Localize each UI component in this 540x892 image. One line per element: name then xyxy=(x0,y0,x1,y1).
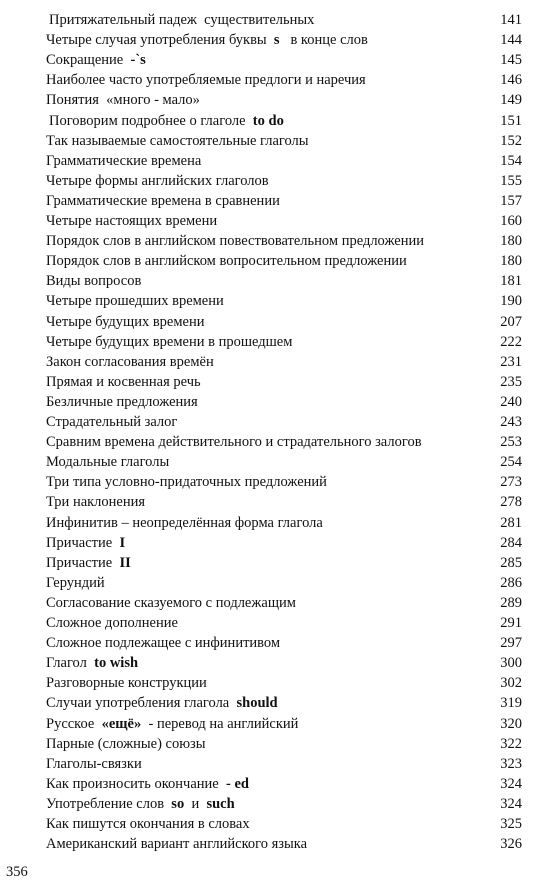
toc-entry xyxy=(0,312,540,332)
toc-entry-text: Притяжательный падеж существительных xyxy=(49,12,315,28)
toc-entry-title xyxy=(46,673,207,693)
toc-entry-title xyxy=(46,814,250,834)
toc-entry-text: Грамматические времена в сравнении xyxy=(46,192,280,209)
toc-entry-page: 145 xyxy=(500,52,522,69)
toc-entry-text: Сложное дополнение xyxy=(46,615,178,631)
toc-entry-title xyxy=(46,533,125,553)
toc-entry-page: 289 xyxy=(500,594,522,611)
toc-entry xyxy=(0,754,540,774)
toc-entry xyxy=(0,231,540,251)
toc-entry-title xyxy=(46,171,269,191)
toc-entry-title xyxy=(46,332,292,352)
toc-entry xyxy=(0,111,540,131)
toc-entry-page: 322 xyxy=(500,735,522,752)
toc-entry xyxy=(0,50,540,70)
toc-entry-term: «ещё» xyxy=(101,715,142,732)
toc-entry-title xyxy=(46,432,422,452)
toc-entry-text: Глаголы-связки xyxy=(46,755,142,772)
toc-entry xyxy=(0,553,540,573)
toc-entry-page: 286 xyxy=(500,574,522,591)
toc-entry-text: Как произносить окончание xyxy=(46,775,226,792)
toc-entry xyxy=(0,151,540,171)
toc-entry xyxy=(0,90,540,110)
toc-entry-title xyxy=(46,372,201,392)
toc-entry-title xyxy=(46,734,206,754)
page-number: 356 xyxy=(6,864,28,880)
toc-entry-text: Понятия «много - мало» xyxy=(46,92,200,109)
toc-entry-title xyxy=(46,754,142,774)
toc-entry-page: 180 xyxy=(500,253,522,270)
toc-entry-term: so xyxy=(171,795,185,812)
toc-entry-text: Разговорные конструкции xyxy=(46,675,207,692)
toc-entry-title xyxy=(49,111,284,131)
toc-entry xyxy=(0,533,540,553)
toc-entry-page: 144 xyxy=(500,32,522,49)
toc-entry-page: 278 xyxy=(500,494,522,511)
toc-entry xyxy=(0,332,540,352)
toc-entry xyxy=(0,412,540,432)
toc-entry xyxy=(0,734,540,754)
toc-entry-term: II xyxy=(119,554,131,571)
toc-entry xyxy=(0,432,540,452)
toc-entry-page: 254 xyxy=(500,454,522,471)
toc-entry-text: Герундий xyxy=(46,574,105,591)
toc-entry-title xyxy=(46,30,368,50)
toc-entry xyxy=(0,372,540,392)
toc-entry-text: Наиболее часто употребляемые предлоги и наречия xyxy=(46,72,366,89)
toc-entry-text: Виды вопросов xyxy=(46,273,142,290)
toc-entry-page: 155 xyxy=(500,172,522,189)
toc-entry-text: Как пишутся окончания в словах xyxy=(46,816,250,832)
toc-entry-text: Парные (сложные) союзы xyxy=(46,735,206,752)
toc-entry-title xyxy=(46,352,214,372)
toc-entry-page: 319 xyxy=(500,695,522,712)
toc-entry-page: 323 xyxy=(500,755,522,772)
toc-entry xyxy=(0,211,540,231)
toc-entry-title xyxy=(46,50,146,70)
toc-entry-page: 190 xyxy=(500,293,522,310)
toc-entry-text: Поговорим подробнее о глаголе xyxy=(49,112,253,129)
toc-entry-text: Случаи употребления глагола xyxy=(46,695,237,712)
toc-entry-term: such xyxy=(206,795,235,812)
toc-entry-text: Употребление слов xyxy=(46,795,172,812)
toc-entry xyxy=(0,673,540,693)
toc-entry-text: Так называемые самостоятельные глаголы xyxy=(46,132,309,149)
toc-entry-text: Американский вариант английского языка xyxy=(46,836,308,853)
toc-entry-page: 325 xyxy=(500,816,522,832)
toc-entry-text: Четыре будущих времени xyxy=(46,313,205,330)
toc-entry-text: Страдательный залог xyxy=(46,414,178,430)
toc-entry-page: 284 xyxy=(500,534,522,551)
toc-entry-text: Порядок слов в английском повествовательном предложении xyxy=(46,233,424,250)
toc-entry-page: 180 xyxy=(500,233,522,250)
toc-entry xyxy=(0,834,540,854)
toc-entry-page: 154 xyxy=(500,152,522,169)
toc-entry-title xyxy=(46,70,366,90)
toc-entry-title xyxy=(46,593,296,613)
toc-entry-title xyxy=(46,271,141,291)
toc-entry-text: Русское xyxy=(46,715,102,732)
toc-entry-text: Сокращение xyxy=(46,52,131,69)
toc-entry-title xyxy=(46,573,105,593)
toc-entry-page: 160 xyxy=(500,213,522,229)
toc-entry-page: 141 xyxy=(500,12,522,28)
toc-entry-title xyxy=(46,834,307,854)
toc-entry-page: 291 xyxy=(500,615,522,631)
toc-entry-text: Четыре будущих времени в прошедшем xyxy=(46,333,293,350)
toc-entry xyxy=(0,10,540,30)
toc-entry xyxy=(0,131,540,151)
toc-entry-page: 243 xyxy=(500,414,522,430)
toc-entry-term: should xyxy=(236,695,278,712)
toc-entry-title xyxy=(46,774,249,794)
toc-entry-title xyxy=(46,633,280,653)
toc-entry xyxy=(0,653,540,673)
toc-entry-title xyxy=(46,452,169,472)
toc-entry-page: 151 xyxy=(500,112,522,129)
toc-entry xyxy=(0,271,540,291)
toc-entry-title xyxy=(46,312,205,332)
toc-entry-page: 181 xyxy=(500,273,522,290)
toc-entry-text: Четыре настоящих времени xyxy=(46,213,218,229)
toc-entry xyxy=(0,70,540,90)
toc-entry xyxy=(0,714,540,734)
toc-entry-title xyxy=(46,291,224,311)
toc-entry-page: 297 xyxy=(500,635,522,652)
toc-entry xyxy=(0,472,540,492)
toc-entry-page: 324 xyxy=(500,775,522,792)
toc-entry-title xyxy=(46,392,198,412)
toc-entry-title xyxy=(46,231,424,251)
toc-entry-term: I xyxy=(119,534,126,551)
toc-entry-text: Четыре случая употребления буквы xyxy=(46,32,274,49)
toc-entry-term: to wish xyxy=(94,655,139,672)
toc-entry xyxy=(0,693,540,713)
toc-entry-text: Причастие xyxy=(46,534,120,551)
toc-entry-title xyxy=(46,794,235,814)
toc-entry xyxy=(0,573,540,593)
toc-entry-page: 146 xyxy=(500,72,522,89)
toc-entry-page: 240 xyxy=(500,393,522,410)
toc-entry-text: Инфинитив – неопределённая форма глагола xyxy=(46,514,323,531)
toc-entry xyxy=(0,593,540,613)
toc-entry-title xyxy=(46,211,217,231)
toc-entry-text: в конце слов xyxy=(279,32,368,49)
toc-entry-text: Согласование сказуемого с подлежащим xyxy=(46,594,296,611)
toc-entry-text: Безличные предложения xyxy=(46,393,198,410)
toc-entry-page: 207 xyxy=(500,313,522,330)
toc-entry-title xyxy=(46,90,200,110)
toc-entry-text: Закон согласования времён xyxy=(46,353,214,370)
toc-entry-title xyxy=(46,472,327,492)
toc-entry-title xyxy=(46,693,278,713)
toc-entry-title xyxy=(46,714,298,734)
toc-entry-text: Сравним времена действительного и страдательного залогов xyxy=(46,434,422,451)
toc-entry-text: Модальные глаголы xyxy=(46,454,170,471)
toc-entry-text: Причастие xyxy=(46,554,120,571)
toc-entry xyxy=(0,291,540,311)
toc-entry-term: - ed xyxy=(225,775,249,792)
toc-entry-term: s xyxy=(273,32,280,49)
toc-entry-text: Прямая и косвенная речь xyxy=(46,373,201,390)
toc-entry-title xyxy=(46,191,280,211)
toc-entry-page: 149 xyxy=(500,92,522,109)
toc-entry-text: Сложное подлежащее с инфинитивом xyxy=(46,635,281,652)
toc-entry-text: и xyxy=(184,795,207,812)
toc-entry xyxy=(0,794,540,814)
toc-entry xyxy=(0,171,540,191)
toc-entry-page: 152 xyxy=(500,132,522,149)
toc-entry-page: 253 xyxy=(500,434,522,451)
toc-entry-title xyxy=(46,492,145,512)
toc-entry-page: 326 xyxy=(500,836,522,853)
toc-entry xyxy=(0,513,540,533)
toc-entry xyxy=(0,452,540,472)
toc-entry xyxy=(0,191,540,211)
toc-entry-title xyxy=(49,10,314,30)
toc-entry xyxy=(0,30,540,50)
toc-entry xyxy=(0,251,540,271)
toc-entry-title xyxy=(46,412,177,432)
toc-entry-page: 285 xyxy=(500,554,522,571)
toc-entry-title xyxy=(46,553,131,573)
toc-entry-page: 320 xyxy=(500,715,522,732)
toc-entry xyxy=(0,774,540,794)
toc-entry-text: Глагол xyxy=(46,655,95,672)
toc-entry xyxy=(0,392,540,412)
toc-entry-title xyxy=(46,513,323,533)
toc-entry-term: to do xyxy=(252,112,284,129)
toc-entry-page: 324 xyxy=(500,795,522,812)
toc-entry-title xyxy=(46,251,407,271)
toc-entry-page: 302 xyxy=(500,675,522,692)
toc-entry-page: 300 xyxy=(500,655,522,672)
toc-entry-title xyxy=(46,653,138,673)
toc-entry xyxy=(0,814,540,834)
toc-entry-text: Четыре формы английских глаголов xyxy=(46,172,269,189)
toc-entry-page: 281 xyxy=(500,514,522,531)
toc-entry xyxy=(0,633,540,653)
toc-entry-text: Грамматические времена xyxy=(46,152,202,169)
toc-entry-text: - перевод на английский xyxy=(141,715,299,732)
toc-entry-title xyxy=(46,151,201,171)
toc-entry-title xyxy=(46,131,309,151)
toc-entry-page: 273 xyxy=(500,474,522,491)
toc-entry-page: 235 xyxy=(500,373,522,390)
toc-entry-page: 222 xyxy=(500,333,522,350)
toc-entry xyxy=(0,352,540,372)
toc-entry-page: 157 xyxy=(500,192,522,209)
toc-entry-term: -`s xyxy=(130,52,146,69)
toc-entry-title xyxy=(46,613,178,633)
toc-entry-text: Три наклонения xyxy=(46,494,146,511)
toc-entry-text: Три типа условно-придаточных предложений xyxy=(46,474,327,491)
toc-entry xyxy=(0,492,540,512)
toc-entry-text: Порядок слов в английском вопросительном предложении xyxy=(46,253,407,270)
toc-entry-text: Четыре прошедших времени xyxy=(46,293,224,310)
toc-entry-page: 231 xyxy=(500,353,522,370)
toc-entry xyxy=(0,613,540,633)
